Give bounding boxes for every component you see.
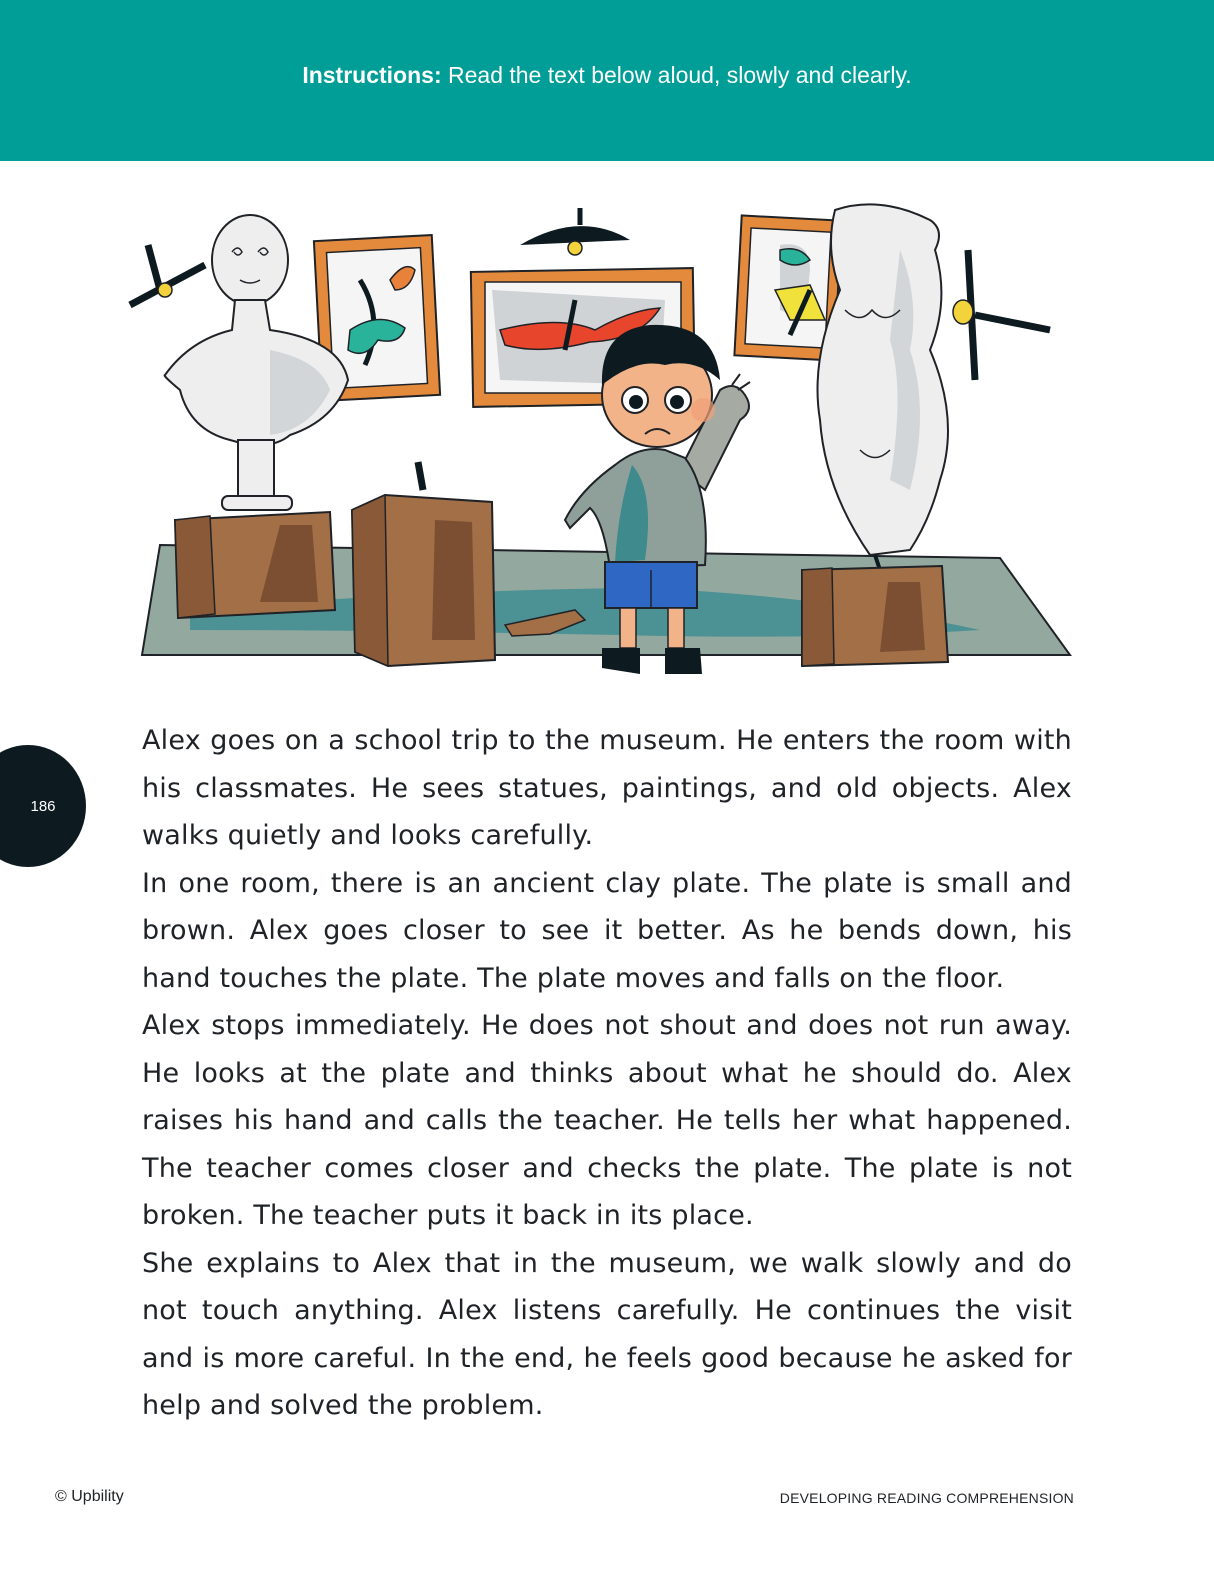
instructions-text	[302, 62, 911, 89]
story-paragraph: In one room, there is an ancient clay plate. The plate is small and brown. Alex goes closer to see it better. As he bends down, his hand touches the plate. The plate moves and falls on the floor.	[142, 867, 1072, 994]
page-number: 186	[30, 797, 56, 815]
story-paragraph: Alex stops immediately. He does not shout and does not run away. He looks at the plate and thinks about what he should do. Alex raises his hand and calls the teacher. He tells her what happened. The teacher comes closer and checks the plate. The plate is not broken. The teacher puts it back in its place.	[142, 1010, 1072, 1231]
torso-statue	[818, 204, 949, 570]
story-paragraph: Alex goes on a school trip to the museum. He enters the room with his classmates. He sees statues, paintings, and old objects. Alex walks quietly and looks carefully.	[142, 725, 1072, 851]
pedestal-middle	[352, 462, 495, 666]
footer-copyright: © Upbility	[55, 1488, 124, 1505]
instructions-banner	[0, 0, 1214, 161]
pedestal-right	[802, 566, 948, 666]
page-number-badge	[0, 745, 86, 867]
lamp-right-icon	[953, 250, 1050, 380]
instructions-body: Read the text below aloud, slowly and clearly.	[441, 62, 912, 88]
lamp-ceiling-icon	[520, 208, 630, 255]
story-paragraph: She explains to Alex that in the museum, we walk slowly and do not touch anything. Alex listens carefully. He continues the visit and is more careful. In the end, he feels good because he asked for help and solved the problem.	[142, 1247, 1072, 1421]
lamp-left-icon	[130, 245, 205, 305]
instructions-label: Instructions:	[302, 62, 442, 88]
pedestal-left	[175, 512, 335, 618]
footer-book-title: DEVELOPING READING COMPREHENSION	[779, 1490, 1074, 1506]
museum-scene-illustration	[120, 190, 1090, 690]
story-text	[142, 717, 1072, 1430]
